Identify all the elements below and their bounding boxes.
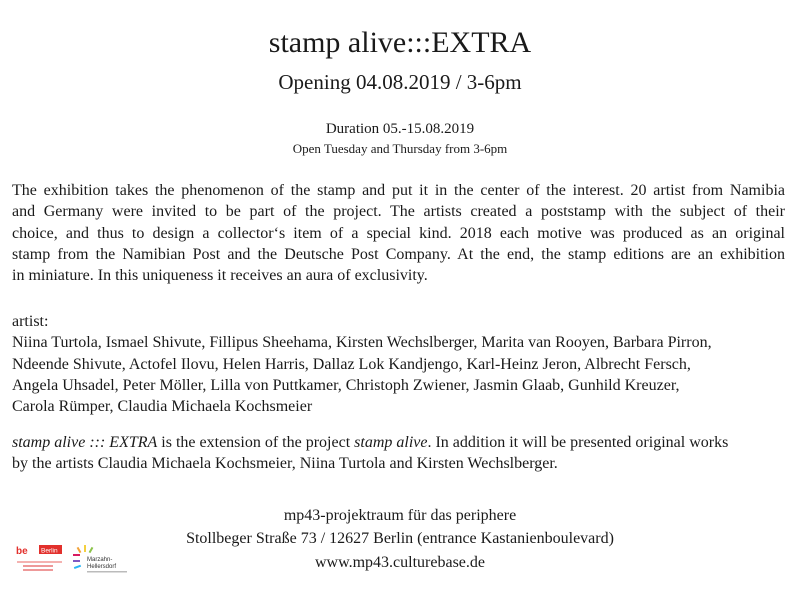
artist-list — [12, 311, 785, 417]
text-line: in miniature. In this uniqueness it receives an aura of exclusivity. — [12, 267, 428, 285]
text-line: Carola Rümper, Claudia Michaela Kochsmeier — [12, 398, 313, 416]
svg-text:Hellersdorf: Hellersdorf — [87, 564, 117, 570]
text: . In addition it will be presented original works — [427, 434, 729, 451]
venue-name: mp43-projektraum für das periphere — [283, 507, 517, 524]
italic-project: stamp alive — [354, 434, 428, 451]
venue-address: Stollbeger Straße 73 / 12627 Berlin (entrance Kastanienboulevard) — [186, 530, 614, 547]
opening-hours: Open Tuesday and Thursday from 3-6pm — [292, 141, 508, 156]
svg-text:Marzahn-: Marzahn- — [87, 557, 113, 563]
berlin-logo — [15, 543, 65, 577]
text-line: Niina Turtola, Ismael Shivute, Fillipus Sheehama, Kirsten Wechslberger, Marita van Rooyen, Barbara Pirron, — [12, 334, 712, 352]
text-line: by the artists Claudia Michaela Kochsmeier, Niina Turtola and Kirsten Wechslberger. — [12, 455, 558, 473]
text-line: and Germany were invited to be part of the project. The artists created a poststamp with the subject of their — [12, 203, 785, 221]
marzahn-hellersdorf-logo — [72, 544, 134, 578]
page-title: stamp alive:::EXTRA — [268, 26, 532, 59]
italic-title: stamp alive ::: EXTRA — [12, 434, 158, 451]
text-line: Ndeende Shivute, Actofel Ilovu, Helen Harris, Dallaz Lok Kandjengo, Karl-Heinz Jeron, Albrecht Fersch, — [12, 355, 691, 373]
opening-date: Opening 04.08.2019 / 3-6pm — [278, 70, 522, 94]
extra-paragraph — [12, 432, 785, 475]
svg-text:Berlin: Berlin — [41, 547, 58, 555]
text-line: stamp from the Namibian Post and the Deutsche Post Company. At the end, the stamp editions are an exhibition — [12, 245, 785, 263]
website-link[interactable]: www.mp43.culturebase.de — [314, 554, 486, 571]
artist-label: artist: — [12, 313, 49, 330]
text-line: choice, and thus to design a collector‘s item of a special kind. 2018 each motive was produced as an original — [12, 224, 785, 242]
intro-paragraph — [12, 180, 785, 286]
svg-text:be: be — [16, 546, 28, 557]
text: is the extension of the project — [157, 434, 355, 451]
text-line: The exhibition takes the phenomenon of the stamp and put it in the center of the interest. 20 artist from Namibia — [12, 182, 785, 199]
duration: Duration 05.-15.08.2019 — [325, 121, 475, 137]
text-line — [12, 432, 785, 453]
text-line: Angela Uhsadel, Peter Möller, Lilla von Puttkamer, Christoph Zwiener, Jasmin Glaab, Gunhild Kreuzer, — [12, 376, 680, 394]
